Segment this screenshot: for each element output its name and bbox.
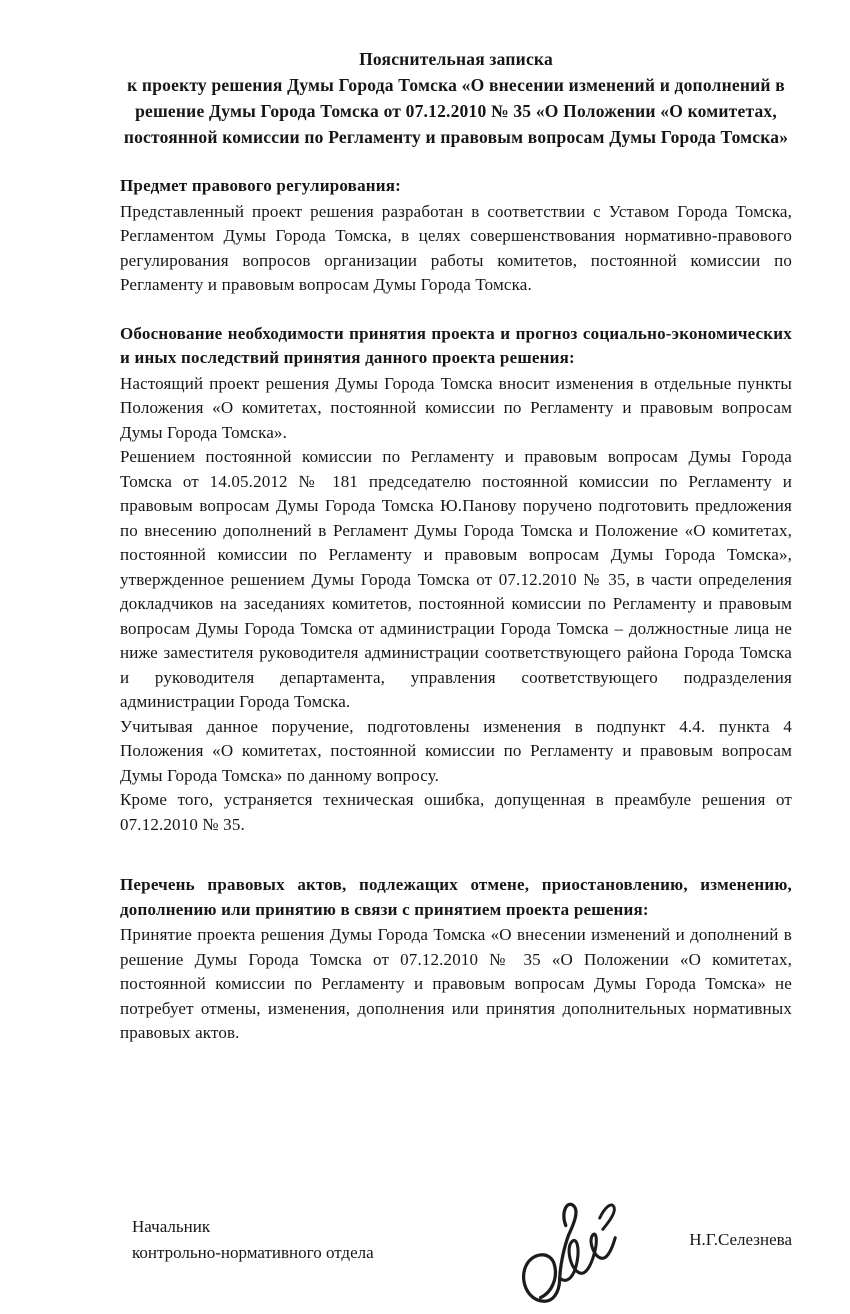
section-subject (120, 174, 792, 298)
signer-name: Н.Г.Селезнева (689, 1229, 792, 1249)
section-heading: Перечень правовых актов, подлежащих отмене, приостановлению, изменению, дополнению или принятию в связи с принятием проекта решения: (120, 875, 792, 919)
paragraph: Принятие проекта решения Думы Города Томска «О внесении изменений и дополнений в решение Думы Города Томска от 07.12.2010 № 35 «О Положении «О комитетах, постоянной комиссии по Регламенту и правовым вопросам Думы Города Томска» не потребует отмены, изменения, дополнения или принятия дополнительных нормативных правовых актов. (120, 925, 792, 1042)
document-title (120, 46, 792, 150)
paragraph: Решением постоянной комиссии по Регламенту и правовым вопросам Думы Города Томска от 14.05.2012 № 181 председателю постоянной комиссии по Регламенту и правовым вопросам Думы Города Томска Ю.Панову поручено подготовить предложения по внесению дополнений в Регламент Думы Города Томска и Положение «О комитетах, постоянной комиссии по Регламенту и правовым вопросам Думы Города Томска», утвержденное решением Думы Города Томска от 07.12.2010 № 35, в части определения докладчиков на заседаниях комитетов, постоянной комиссии по Регламенту и правовым вопросам Думы Города Томска от администрации Города Томска – должностные лица не ниже заместителя руководителя администрации соответствующего района Города Томска и руководителя департамента, управления соответствующего подразделения администрации Города Томска. (120, 447, 792, 711)
section-acts-list (120, 873, 792, 1046)
paragraph: Представленный проект решения разработан в соответствии с Уставом Города Томска, Регламентом Думы Города Томска, в целях совершенствования нормативно-правового регулирования вопросов организации работы комитетов, постоянной комиссии по Регламенту и правовым вопросам Думы Города Томска. (120, 201, 792, 294)
section-justification (120, 322, 792, 838)
title-line: Пояснительная записка (359, 49, 553, 69)
handwritten-signature-icon (462, 1192, 689, 1307)
signer-position-line1: Начальник (132, 1216, 211, 1236)
section-heading: Обоснование необходимости принятия проекта и прогноз социально-экономических и иных последствий принятия данного проекта решения: (120, 323, 792, 367)
signer-position (120, 1214, 462, 1266)
section-heading: Предмет правового регулирования: (120, 176, 402, 195)
paragraph: Учитывая данное поручение, подготовлены изменения в подпункт 4.4. пункта 4 Положения «О комитетах, постоянной комиссии по Регламенту и правовым вопросам Думы Города Томска» по данному вопросу. (120, 716, 792, 785)
paragraph: Настоящий проект решения Думы Города Томска вносит изменения в отдельные пункты Положения «О комитетах, постоянной комиссии по Регламенту и правовым вопросам Думы Города Томска». (120, 373, 792, 442)
paragraph: Кроме того, устраняется техническая ошибка, допущенная в преамбуле решения от 07.12.2010 № 35. (120, 790, 792, 834)
signature-block (120, 1214, 792, 1307)
title-subtitle: к проекту решения Думы Города Томска «О внесении изменений и дополнений в решение Думы Города Томска от 07.12.2010 № 35 «О Положении «О комитетах, постоянной комиссии по Регламенту и правовым вопросам Думы Города Томска» (123, 75, 789, 147)
signer-position-line2: контрольно-нормативного отдела (132, 1242, 374, 1262)
